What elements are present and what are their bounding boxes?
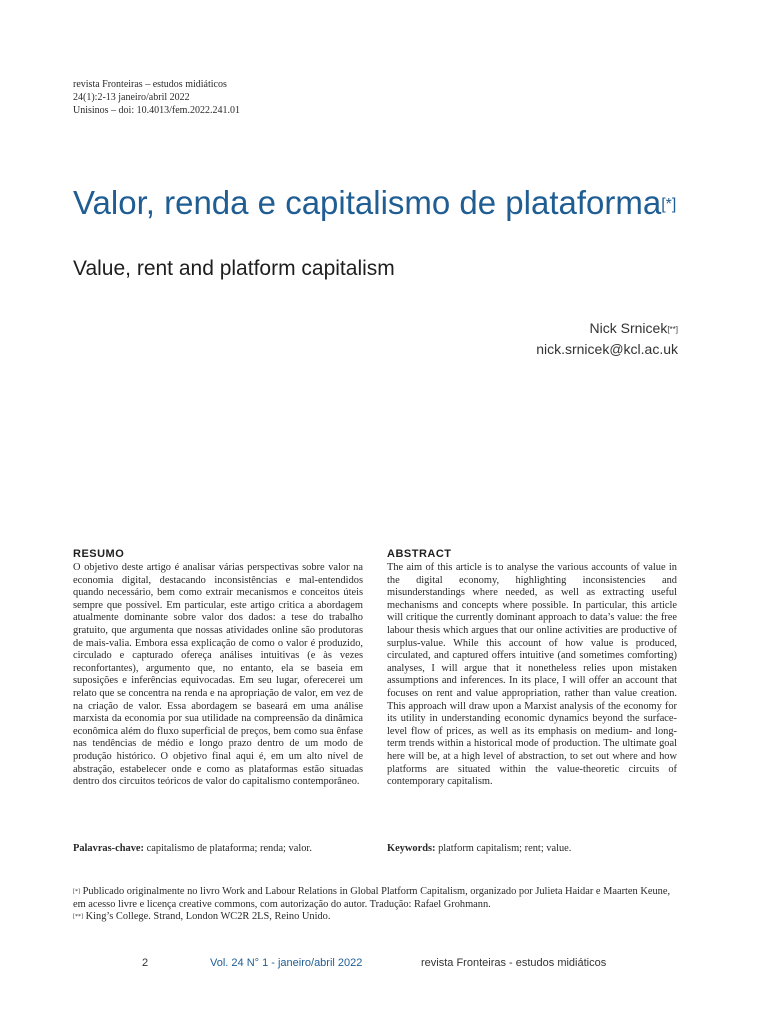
author-footnote-mark[interactable]: [**]: [667, 325, 678, 334]
journal-doi: Unisinos – doi: 10.4013/fem.2022.241.01: [73, 105, 240, 116]
abstract-body: The aim of this article is to analyse the various accounts of value in the digital economy, highlighting inconsistencies and misunderstandings where needed, as well as extracting useful mechanisms and concepts where possible. In particular, this article will critique the currently dominant approach to data’s value: the free labour thesis which argues that our online activities are productive of surplus-value. While this account of how value is produced, circulated, and captured offers intuitive (and sometimes comforting) analyses, I will argue that it nonetheless relies upon mistaken assumptions and inferences. In its place, I will offer an account that focuses on rent and value appropriation, rather than value creation. This approach will draw upon a Marxist analysis of the economy for its utility in understanding economic dynamics beyond the surface-level flow of prices, as well as its emphasis on medium- and long-term trends within a historical mode of production. The ultimate goal here will be, at a high level of abstraction, to set out where and how platforms are situated within the value-theoretic circuits of contemporary capitalism.: [387, 562, 677, 788]
footnote-1: [73, 886, 678, 911]
resumo-heading: RESUMO: [73, 548, 125, 560]
abstract-section: [387, 548, 677, 789]
journal-issue: 24(1):2-13 janeiro/abril 2022: [73, 92, 190, 103]
article-subtitle: Value, rent and platform capitalism: [73, 257, 395, 280]
footer-journal: revista Fronteiras - estudos midiáticos: [421, 957, 607, 969]
abstract-heading: ABSTRACT: [387, 548, 452, 560]
footnote-2-text: King’s College. Strand, London WC2R 2LS, Reino Unido.: [85, 911, 331, 923]
abstract-keywords-label: Keywords:: [387, 843, 436, 854]
resumo-body: O objetivo deste artigo é analisar várias perspectivas sobre valor na economia digital, destacando inconsistências e mal-entendidos quando necessário, bem como extrair mecanismos e conceitos úteis sempre que possível. Em particular, este artigo critica a abordagem atualmente dominante sobre valor dos dados: a tese do trabalho gratuito, que argumenta que nossas atividades online são produtoras de mais-valia. Embora essa explicação de como o valor é produzido, circulado e capturado ofereça análises intuitivas (e às vezes reconfortantes), argumento que, no entanto, ela se baseia em suposições e inferências equivocadas. Em seu lugar, oferecerei um relato que se concentra na renda e na apropriação de valor, em vez de na criação de valor. Essa abordagem se baseará em uma análise marxista da economia por sua utilidade na compreensão da dinâmica econômica além do fluxo superficial de preços, bem como sua ênfase nas tendências de médio e longo prazo dentro de um modo de produção histórico. O objetivo final aqui é, em um alto nível de abstração, estabelecer onde e como as plataformas estão situadas dentro dos circuitos teóricos de valor do capitalismo contemporâneo.: [73, 562, 363, 788]
footnotes: [73, 886, 678, 924]
abstract-keywords-text: platform capitalism; rent; value.: [438, 843, 572, 854]
footnote-1-text: Publicado originalmente no livro Work and Labour Relations in Global Platform Capitalism, organizado por Julieta Haidar e Maarten Keune, em acesso livre e licença creative commons, com autorização do autor. Tradução: Rafael Grohmann.: [73, 886, 671, 910]
abstract-keywords: [387, 842, 571, 855]
footer-volume: Vol. 24 N° 1 - janeiro/abril 2022: [210, 957, 363, 969]
author-name: Nick Srnicek: [589, 320, 668, 336]
resumo-keywords-label: Palavras-chave:: [73, 843, 144, 854]
article-title-text: Valor, renda e capitalismo de plataforma: [73, 184, 662, 221]
article-title: [73, 183, 676, 223]
journal-header: [73, 78, 240, 117]
title-footnote-mark[interactable]: [*]: [661, 196, 677, 213]
footnote-2: [73, 911, 678, 924]
author-email[interactable]: nick.srnicek@kcl.ac.uk: [536, 341, 678, 357]
footnote-2-mark: [**]: [73, 914, 83, 921]
resumo-keywords: [73, 842, 312, 855]
page-number: 2: [142, 957, 149, 969]
footnote-1-mark: [*]: [73, 889, 80, 895]
resumo-keywords-text: capitalismo de plataforma; renda; valor.: [146, 843, 312, 854]
author-block: [536, 318, 678, 360]
resumo-section: [73, 548, 363, 789]
journal-name: revista Fronteiras – estudos midiáticos: [73, 79, 227, 90]
